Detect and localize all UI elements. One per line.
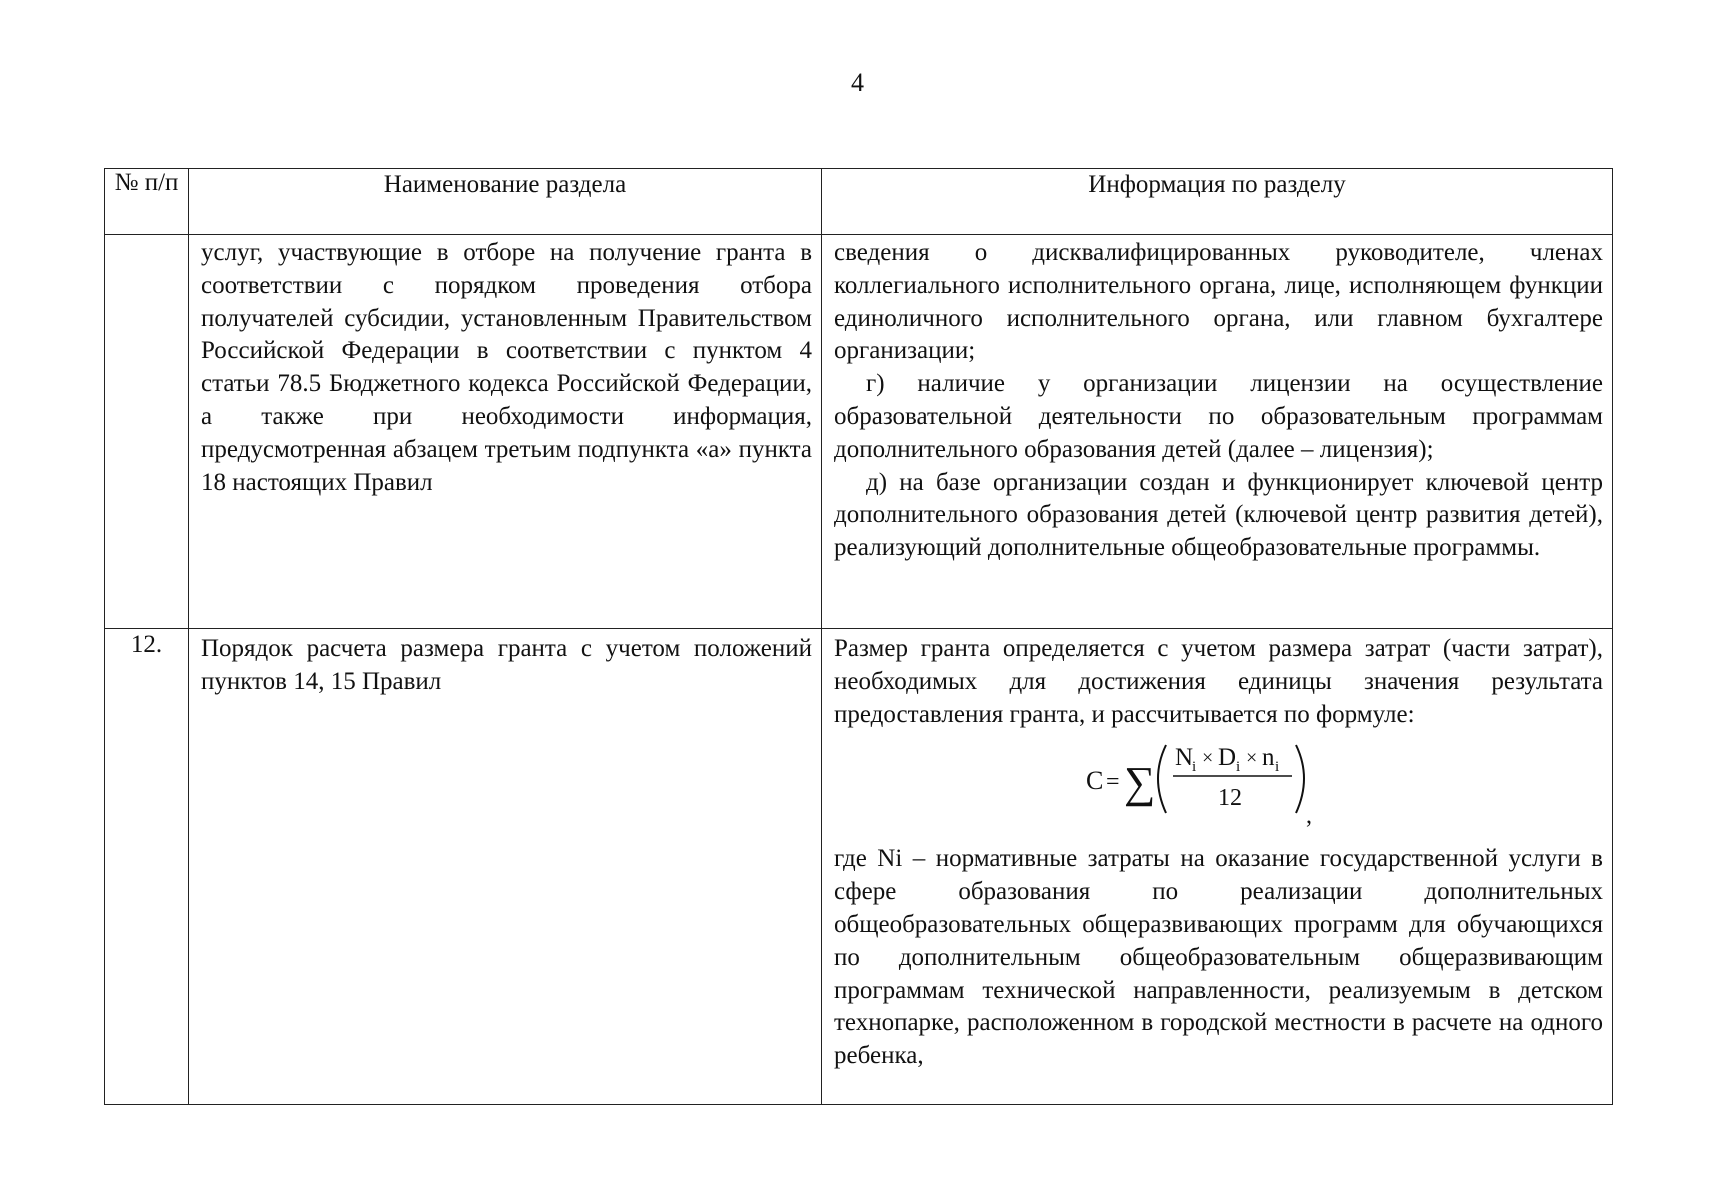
header-num: № п/п	[105, 169, 189, 235]
formula-left-paren	[1158, 745, 1166, 813]
row-name-cell	[189, 235, 822, 629]
page-number: 4	[851, 68, 864, 97]
formula-N: N	[1175, 744, 1194, 772]
formula-D: D	[1218, 744, 1237, 772]
info-after: где Ni – нормативные затраты на оказание государственной услуги в сфере образования по реализации дополнительных общеобразовательных общеразвивающих программ для обучающихся по дополнительным общеобразовательным общеразвивающим программам технической направленности, реализуемым в детском технопарке, расположенном в городской местности в расчете на одного ребенка,	[834, 845, 1603, 1070]
formula-sum: ∑	[1124, 758, 1156, 808]
formula-sub: i	[1192, 759, 1197, 776]
info-paragraph: д) на базе организации создан и функционирует ключевой центр дополнительного образования детей (ключевой центр развития детей), реализующий дополнительные общеобразовательные программы.	[834, 468, 1603, 562]
formula-equals: =	[1106, 769, 1120, 796]
row-info	[822, 629, 1612, 1073]
formula-sub: i	[1275, 759, 1280, 776]
table-header-row	[105, 169, 1613, 235]
row-info-cell	[822, 629, 1613, 1105]
formula-denominator: 12	[1218, 785, 1242, 812]
table-row	[105, 629, 1613, 1105]
row-num: 12.	[105, 629, 189, 1105]
sections-table	[104, 168, 1613, 1105]
info-intro: Размер гранта определяется с учетом размера затрат (части затрат), необходимых для достижения единицы значения результата предоставления гранта, и рассчитывается по формуле:	[834, 635, 1603, 728]
formula-trailing: ,	[1306, 803, 1312, 830]
row-num	[105, 235, 189, 629]
header-info: Информация по разделу	[822, 169, 1613, 235]
formula-right-paren	[1296, 745, 1304, 813]
row-name: Порядок расчета размера гранта с учетом положений пунктов 14, 15 Правил	[201, 635, 812, 695]
info-paragraph: сведения о дисквалифицированных руководителе, членах коллегиального исполнительного органа, лице, исполняющем функции единоличного исполнительного органа, или главном бухгалтере организации;	[834, 239, 1603, 365]
formula-times: ×	[1246, 747, 1258, 770]
row-info	[822, 235, 1612, 565]
header-name: Наименование раздела	[189, 169, 822, 235]
grant-formula	[834, 731, 1603, 843]
formula-times: ×	[1202, 747, 1214, 770]
formula-sub: i	[1236, 759, 1241, 776]
info-paragraph: г) наличие у организации лицензии на осуществление образовательной деятельности по образовательным программам дополнительного образования детей (далее – лицензия);	[834, 370, 1603, 463]
table-row	[105, 235, 1613, 629]
row-info-cell	[822, 235, 1613, 629]
row-name: услуг, участвующие в отборе на получение гранта в соответствии с порядком проведения отбора получателей субсидии, установленным Правительством Российской Федерации в соответствии с пунктом 4 статьи 78.5 Бюджетного кодекса Российской Федерации, а также при необходимости информация, предусмотренная абзацем третьим подпункта «а» пункта 18 настоящих Правил	[201, 239, 812, 496]
formula-lhs: C	[1086, 766, 1104, 796]
row-name-cell	[189, 629, 822, 1105]
formula-n: n	[1262, 744, 1275, 772]
